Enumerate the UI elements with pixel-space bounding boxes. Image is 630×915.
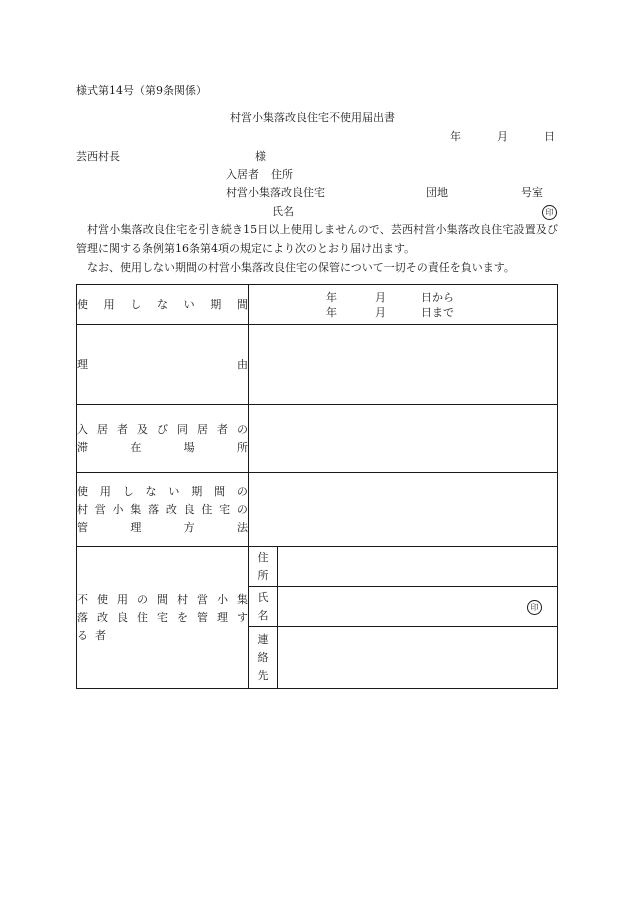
label-char: 理 [130, 520, 142, 534]
period-from-suffix: 日から [421, 290, 454, 304]
date-day-label: 日 [544, 130, 555, 143]
manager-label-line3 [77, 627, 248, 645]
manager-address-row [77, 547, 558, 587]
label-char: 住 [201, 502, 213, 516]
label-char: 落 [148, 502, 160, 516]
label-char: 所 [257, 568, 269, 582]
applicant-address-label: 住所 [271, 168, 293, 181]
label-char: び [157, 422, 168, 436]
applicant-name-label: 氏名 [272, 205, 294, 218]
label-char: 小 [217, 592, 228, 606]
manager-contact-value-cell[interactable] [278, 627, 558, 689]
management-label [77, 473, 249, 547]
label-char: 宅 [157, 610, 168, 624]
label-char: 良 [117, 610, 128, 624]
label-char: 用 [99, 484, 111, 498]
date-month-label: 月 [497, 130, 508, 143]
label-char: 営 [94, 502, 106, 516]
label-char: 使 [77, 484, 88, 498]
period-from-year: 年 [326, 290, 337, 304]
label-char: 集 [237, 592, 248, 606]
label-char: 由 [237, 357, 248, 371]
stay-location-label [77, 405, 249, 473]
body-paragraph-2: なお、使用しない期間の村営小集落改良住宅の保管について一切その責任を負います。 [87, 261, 515, 274]
period-to-suffix: 日まで [421, 305, 454, 319]
document-title: 村営小集落改良住宅不使用届出書 [230, 111, 395, 124]
label-char: 在 [130, 440, 142, 454]
period-to-year: 年 [326, 305, 337, 319]
label-char: 間 [236, 297, 248, 311]
label-char: 居 [197, 422, 208, 436]
label-char: 良 [183, 502, 195, 516]
label-char: 者 [95, 628, 106, 642]
reason-label [77, 325, 249, 405]
label-char: 使 [77, 297, 88, 311]
form-number: 様式第14号（第9条関係） [76, 84, 207, 97]
label-char: 及 [137, 422, 148, 436]
label-char: を [177, 610, 188, 624]
label-char: し [130, 297, 142, 311]
manager-address-value-cell[interactable] [278, 547, 558, 587]
period-value-cell[interactable] [249, 285, 558, 325]
label-char: 理 [77, 357, 88, 371]
label-char: い [183, 297, 195, 311]
label-char: 間 [157, 592, 168, 606]
addressee-honorific: 様 [255, 150, 266, 163]
label-char: 落 [77, 610, 88, 624]
period-from-month: 月 [375, 290, 386, 304]
manager-label [77, 547, 249, 689]
label-char: 村 [177, 592, 188, 606]
label-char: 絡 [257, 650, 269, 664]
label-char: 滞 [77, 440, 88, 454]
label-char: 期 [210, 297, 222, 311]
date-year-label: 年 [450, 130, 461, 143]
label-char: 所 [236, 440, 248, 454]
label-char: の [236, 502, 248, 516]
label-char: 先 [257, 668, 269, 682]
label-char: な [156, 297, 168, 311]
manager-seal-icon: 印 [527, 600, 542, 615]
label-char: い [168, 484, 180, 498]
label-char: 期 [191, 484, 203, 498]
period-from [249, 291, 557, 305]
label-char: 使 [97, 592, 108, 606]
body-text [76, 220, 558, 277]
applicant-housing-label: 村営小集落改良住宅 [226, 186, 325, 199]
period-to-month: 月 [375, 305, 386, 319]
label-char: 管 [197, 610, 208, 624]
label-char: の [237, 422, 248, 436]
applicant-seal-icon: 印 [542, 205, 557, 220]
label-char: 営 [197, 592, 208, 606]
addressee-name: 芸西村長 [76, 150, 120, 163]
label-char: す [237, 610, 248, 624]
label-char: 者 [217, 422, 228, 436]
stay-location-row [77, 405, 558, 473]
label-char: 氏 [257, 590, 269, 604]
manager-contact-label [249, 627, 278, 689]
label-char: 法 [236, 520, 248, 534]
management-row [77, 473, 558, 547]
label-char: る [77, 628, 88, 642]
manager-address-label [249, 547, 278, 587]
stay-location-value-cell[interactable] [249, 405, 558, 473]
label-char: 宅 [219, 502, 231, 516]
applicant-role: 入居者 [226, 168, 259, 181]
label-char: 改 [165, 502, 177, 516]
label-char: 居 [97, 422, 108, 436]
period-label [77, 285, 249, 325]
label-char: 村 [77, 502, 88, 516]
reason-row [77, 325, 558, 405]
period-row [77, 285, 558, 325]
body-paragraph-1: 村営小集落改良住宅を引き続き15日以上使用しませんので、芸西村営小集落改良住宅設置及び管理に関する条例第16条第4項の規定により次のとおり届け出ます。 [76, 223, 558, 255]
label-char: 管 [77, 520, 88, 534]
label-char: 場 [183, 440, 195, 454]
label-char: 集 [130, 502, 142, 516]
label-char: 同 [177, 422, 188, 436]
label-char: 入 [77, 422, 88, 436]
label-char: 住 [257, 550, 269, 564]
label-char: 名 [257, 608, 269, 622]
label-char: し [122, 484, 134, 498]
period-to [249, 306, 557, 320]
label-char: の [137, 592, 148, 606]
label-char: 方 [183, 520, 195, 534]
label-char: 連 [257, 632, 269, 646]
label-char: 住 [137, 610, 148, 624]
label-char: 用 [103, 297, 115, 311]
form-table [76, 284, 558, 689]
applicant-room-label: 号室 [521, 186, 543, 199]
manager-name-value-cell[interactable] [278, 587, 558, 627]
manager-name-label [249, 587, 278, 627]
label-char: 用 [117, 592, 128, 606]
label-char: 改 [97, 610, 108, 624]
label-char: の [236, 484, 248, 498]
label-char: 者 [117, 422, 128, 436]
label-char: な [145, 484, 157, 498]
label-char: 小 [112, 502, 124, 516]
label-char: 理 [217, 610, 228, 624]
reason-value-cell[interactable] [249, 325, 558, 405]
label-char: 不 [77, 592, 88, 606]
label-char: 間 [214, 484, 226, 498]
applicant-complex-label: 団地 [426, 186, 448, 199]
management-value-cell[interactable] [249, 473, 558, 547]
